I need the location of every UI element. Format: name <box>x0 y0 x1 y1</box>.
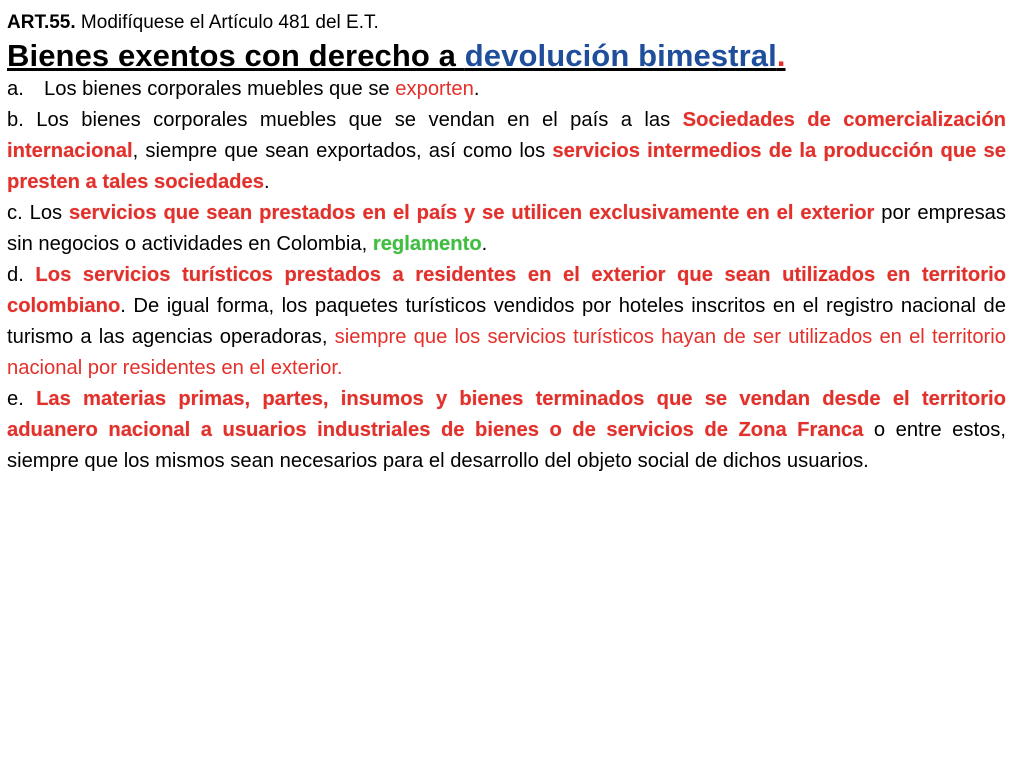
item-c-highlight-2: reglamento <box>372 233 482 255</box>
item-c <box>7 198 1006 260</box>
item-d-text-2: . De igual forma, los paquetes turísticos vendidos por hoteles inscritos en el registro nacional de turismo a las agencias operadoras, <box>7 295 1006 348</box>
item-a-text: Los bienes corporales muebles que se <box>44 78 396 100</box>
title-text: Bienes exentos con derecho a <box>7 38 465 73</box>
item-c-text-2: por empresas sin negocios o actividades en Colombia, <box>7 202 1007 255</box>
item-a-highlight: exporten <box>395 78 474 100</box>
item-d-text: d. <box>7 264 36 286</box>
item-e-text: e. <box>7 388 37 410</box>
item-a <box>7 74 1006 105</box>
article-reference-text: Modifíquese el Artículo 481 del E.T. <box>75 12 379 33</box>
item-b-text: b. Los bienes corporales muebles que se vendan en el país a las <box>7 109 683 131</box>
item-d-highlight-1: Los servicios turísticos prestados a residentes en el exterior que sean utilizados en territorio colombiano <box>7 264 1007 317</box>
item-d-highlight-2: siempre que los servicios turísticos hayan de ser utilizados en el territorio nacional por residentes en el exterior. <box>7 326 1006 379</box>
item-e-highlight-1: Las materias primas, partes, insumos y bienes terminados que se vendan desde el territorio aduanero nacional a usuarios industriales de bienes o de servicios de Zona Franca <box>7 388 1006 441</box>
item-b <box>7 105 1006 198</box>
item-c-end: . <box>481 233 488 255</box>
slide-text-body <box>7 8 1006 477</box>
item-a-label: a. <box>7 78 24 100</box>
article-reference <box>7 8 1006 38</box>
item-a-end: . <box>473 78 480 100</box>
item-b-text-2: , siempre que sean exportados, así como los <box>132 140 553 162</box>
article-number: ART.55. <box>7 12 76 33</box>
item-e <box>7 384 1006 477</box>
item-b-highlight-2: servicios intermedios de la producción que se presten a tales sociedades <box>7 140 1006 193</box>
item-b-end: . <box>263 171 270 193</box>
item-c-text: c. Los <box>7 202 70 224</box>
slide-title <box>7 38 1006 74</box>
item-d <box>7 260 1006 384</box>
item-e-text-2: o entre estos, siempre que los mismos sean necesarios para el desarrollo del objeto social de dichos usuarios. <box>7 419 1006 472</box>
title-highlight: devolución bimestral <box>464 38 777 73</box>
item-b-highlight-1: Sociedades de comercialización internacional <box>7 109 1006 162</box>
title-period: . <box>776 38 786 73</box>
item-c-highlight-1: servicios que sean prestados en el país y se utilicen exclusivamente en el exterior <box>69 202 875 224</box>
